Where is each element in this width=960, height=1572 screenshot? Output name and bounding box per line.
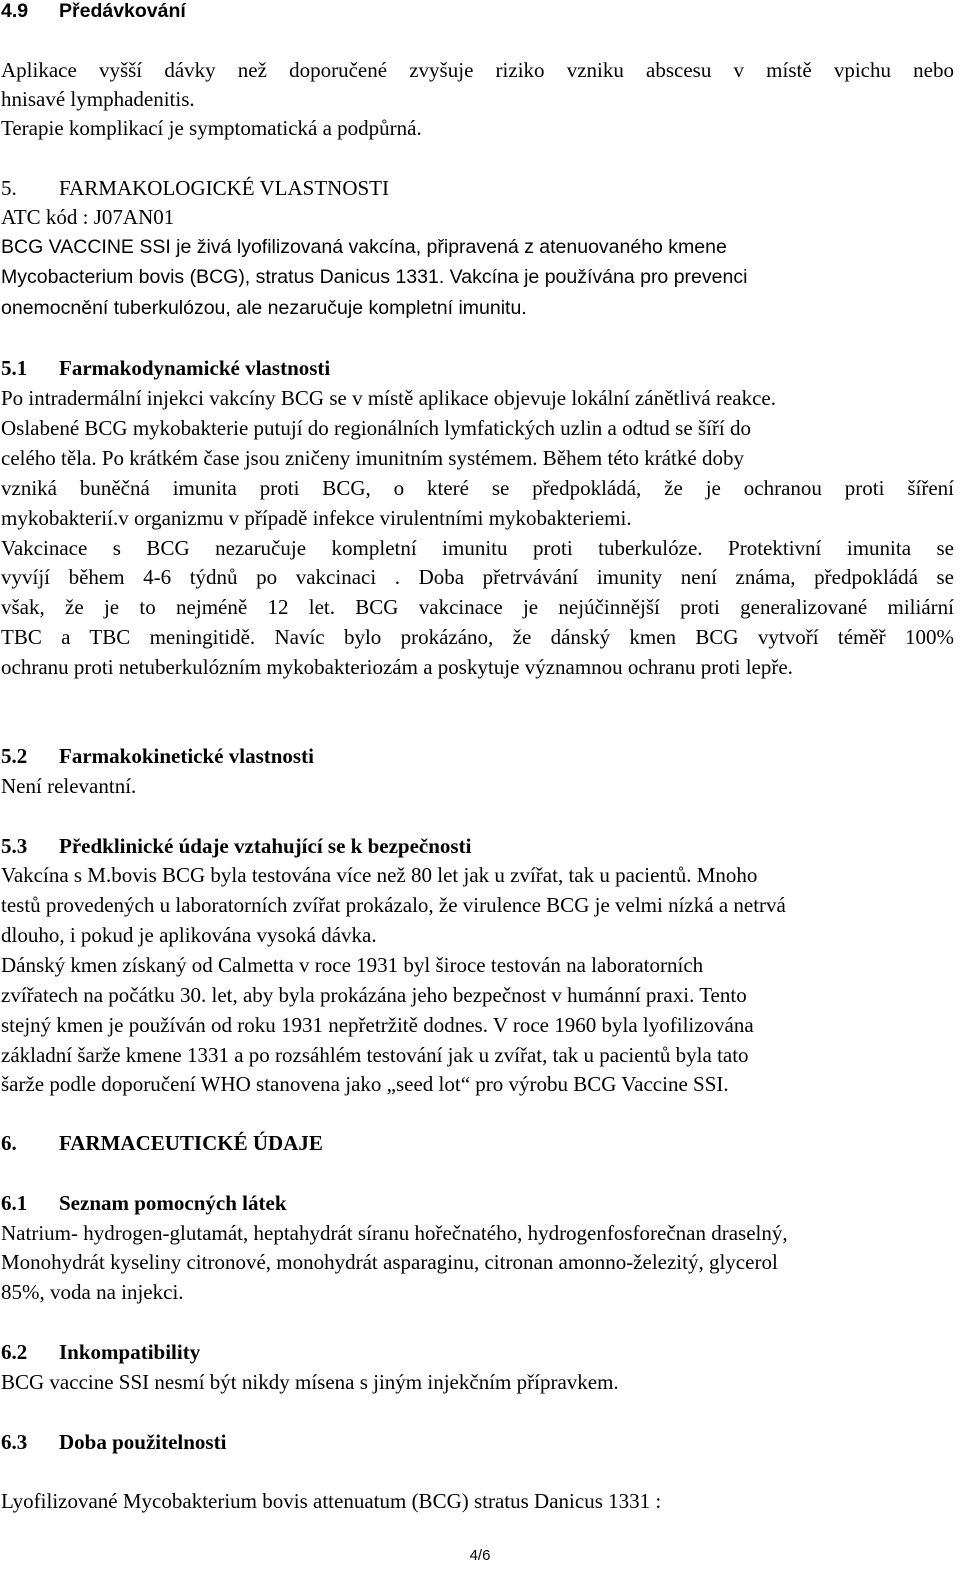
s51-line-8: však, že je to nejméně 12 let. BCG vakcinace je nejúčinnější proti generalizované miliární — [1, 595, 954, 619]
atc-code: ATC kód : J07AN01 — [1, 205, 175, 229]
s49-line-2: hnisavé lymphadenitis. — [1, 87, 195, 111]
page-number: 4/6 — [469, 1547, 491, 1564]
section-6-heading: 6. FARMACEUTICKÉ ÚDAJE — [1, 1131, 323, 1155]
s51-line-3: celého těla. Po krátkém čase jsou zničeny imunitním systémem. Během této krátké doby — [1, 446, 744, 470]
s53-line-3: dlouho, i pokud je aplikována vysoká dávka. — [1, 923, 377, 947]
section-4-9-heading: 4.9 Předávkování — [1, 0, 186, 22]
section-6-2-heading: 6.2 Inkompatibility — [1, 1340, 201, 1364]
section-5-3-heading: 5.3 Předklinické údaje vztahující se k bezpečnosti — [1, 834, 472, 858]
s51-line-10: ochranu proti netuberkulózním mykobakteriozám a poskytuje významnou ochranu proti lepře. — [1, 655, 793, 679]
s53-line-4: Dánský kmen získaný od Calmetta v roce 1931 byl široce testován na laboratorních — [1, 953, 704, 977]
s53-line-8: šarže podle doporučení WHO stanovena jako „seed lot“ pro výrobu BCG Vaccine SSI. — [1, 1072, 729, 1096]
s5-line-3: onemocnění tuberkulózou, ale nezaručuje kompletní imunitu. — [1, 297, 527, 319]
s49-line-3: Terapie komplikací je symptomatická a podpůrná. — [1, 116, 422, 140]
s49-line-1: Aplikace vyšší dávky než doporučené zvyšuje riziko vzniku abscesu v místě vpichu nebo — [1, 58, 954, 82]
s5-line-2: Mycobacterium bovis (BCG), stratus Danicus 1331. Vakcína je používána pro prevenci — [1, 266, 748, 288]
s62-text: BCG vaccine SSI nesmí být nikdy mísena s jiným injekčním přípravkem. — [1, 1370, 619, 1394]
s61-line-2: Monohydrát kyseliny citronové, monohydrát asparaginu, citronan amonno-železitý, glycerol — [1, 1250, 778, 1274]
s52-text: Není relevantní. — [1, 774, 137, 798]
section-5-2-heading: 5.2 Farmakokinetické vlastnosti — [1, 744, 314, 768]
s63-text: Lyofilizované Mycobakterium bovis attenuatum (BCG) stratus Danicus 1331 : — [1, 1489, 662, 1513]
s51-line-4: vzniká buněčná imunita proti BCG, o které se předpokládá, že je ochranou proti šíření — [1, 476, 954, 500]
s51-line-2: Oslabené BCG mykobakterie putují do regionálních lymfatických uzlin a odtud se šíří do — [1, 416, 752, 440]
s61-line-3: 85%, voda na injekci. — [1, 1280, 184, 1304]
s51-line-1: Po intradermální injekci vakcíny BCG se v místě aplikace objevuje lokální zánětlivá reakce. — [1, 386, 776, 410]
section-6-1-heading: 6.1 Seznam pomocných látek — [1, 1191, 287, 1215]
s51-line-7: vyvíjí během 4-6 týdnů po vakcinaci . Doba přetrvávání imunity není známa, předpokládá se — [1, 565, 954, 589]
s53-line-1: Vakcína s M.bovis BCG byla testována více než 80 let jak u zvířat, tak u pacientů. Mnoho — [1, 863, 758, 887]
section-5-heading: 5. FARMAKOLOGICKÉ VLASTNOSTI — [1, 176, 389, 200]
section-6-3-heading: 6.3 Doba použitelnosti — [1, 1430, 227, 1454]
s51-line-5: mykobakterií.v organizmu v případě infekce virulentními mykobakteriemi. — [1, 506, 632, 530]
s53-line-5: zvířatech na počátku 30. let, aby byla prokázána jeho bezpečnost v humánní praxi. Tento — [1, 983, 747, 1007]
s53-line-2: testů provedených u laboratorních zvířat prokázalo, že virulence BCG je velmi nízká a netrvá — [1, 893, 786, 917]
s61-line-1: Natrium- hydrogen-glutamát, heptahydrát síranu hořečnatého, hydrogenfosforečnan draselný, — [1, 1221, 788, 1245]
s53-line-7: základní šarže kmene 1331 a po rozsáhlém testování jak u zvířat, tak u pacientů byla tato — [1, 1043, 749, 1067]
s51-line-9: TBC a TBC meningitidě. Navíc bylo prokázáno, že dánský kmen BCG vytvoří téměř 100% — [1, 625, 954, 649]
s5-line-1: BCG VACCINE SSI je živá lyofilizovaná vakcína, připravená z atenuovaného kmene — [1, 236, 727, 258]
s53-line-6: stejný kmen je používán od roku 1931 nepřetržitě dodnes. V roce 1960 byla lyofilizována — [1, 1013, 754, 1037]
s51-line-6: Vakcinace s BCG nezaručuje kompletní imunitu proti tuberkulóze. Protektivní imunita se — [1, 536, 954, 560]
section-5-1-heading: 5.1 Farmakodynamické vlastnosti — [1, 356, 331, 380]
